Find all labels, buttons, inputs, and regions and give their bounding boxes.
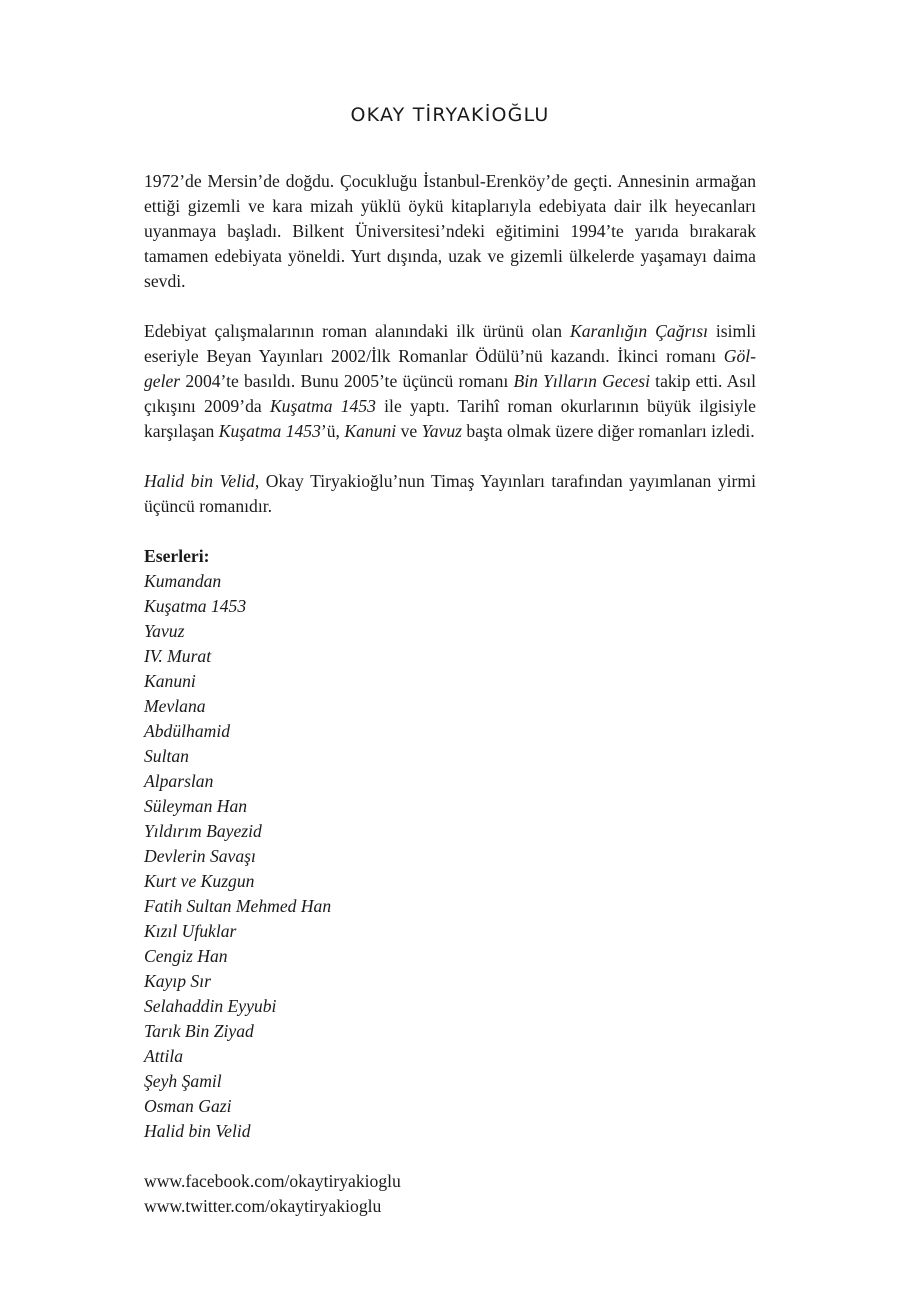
bio-text: ile yaptı. Tarihî roman okurlarının büyük ilgisiyle karşılaşan — [144, 396, 756, 441]
works-list-item: Yavuz — [144, 621, 185, 641]
works-list-item: Kurt ve Kuzgun — [144, 871, 255, 891]
works-list-item: Kanuni — [144, 671, 196, 691]
works-list — [144, 569, 756, 1144]
book-title-kusatma-1453: Kuşatma 1453 — [218, 421, 321, 441]
bio-text: Edebiyat çalışmalarının roman alanındaki ilk ürünü olan — [144, 321, 570, 341]
bio-paragraph-3 — [144, 469, 756, 519]
works-list-item: Şeyh Şamil — [144, 1071, 222, 1091]
book-title-bin-yillarin-gecesi: Bin Yılların Gecesi — [513, 371, 650, 391]
works-heading: Eserleri: — [144, 546, 210, 566]
bio-text: takip etti. Asıl çıkışını 2009’da — [144, 371, 756, 416]
social-links — [144, 1169, 756, 1219]
bio-text: başta olmak üzere diğer romanları izledi. — [462, 421, 755, 441]
works-list-item: Cengiz Han — [144, 946, 228, 966]
works-list-item: IV. Murat — [144, 646, 212, 666]
bio-text: ’ü, — [320, 421, 345, 441]
bio-text: , Okay Tiryakioğlu’nun Timaş Yayınları tarafından yayımlanan yirmi üçüncü romanıdır. — [144, 471, 756, 516]
works-list-item: Süleyman Han — [144, 796, 248, 816]
works-list-item: Attila — [144, 1046, 184, 1066]
works-list-item: Yıldırım Bayezid — [144, 821, 262, 841]
twitter-link[interactable]: www.twitter.com/okaytiryakioglu — [144, 1196, 382, 1216]
facebook-link[interactable]: www.facebook.com/okaytiryakioglu — [144, 1171, 401, 1191]
book-title-yavuz: Yavuz — [421, 421, 462, 441]
book-title-halid-bin-velid: Halid bin Velid — [144, 471, 255, 491]
book-title-golgeler: Gölgeler — [144, 346, 756, 391]
bio-text: 2004’te basıldı. Bunu 2005’te üçüncü romanı — [180, 371, 514, 391]
works-list-item: Kayıp Sır — [144, 971, 211, 991]
works-list-item: Devlerin Savaşı — [144, 846, 256, 866]
works-list-item: Sultan — [144, 746, 189, 766]
works-list-item: Selahaddin Eyyubi — [144, 996, 277, 1016]
works-list-item: Kuşatma 1453 — [144, 596, 247, 616]
works-list-item: Kumandan — [144, 571, 222, 591]
works-list-item: Tarık Bin Ziyad — [144, 1021, 254, 1041]
works-list-item: Abdülhamid — [144, 721, 231, 741]
book-title-karanligin-cagrisi: Karanlığın Çağrısı — [569, 321, 708, 341]
works-list-item: Osman Gazi — [144, 1096, 232, 1116]
works-list-item: Fatih Sultan Mehmed Han — [144, 896, 332, 916]
bio-paragraph-2 — [144, 319, 756, 444]
book-title-kanuni: Kanuni — [344, 421, 397, 441]
bio-text: ve — [396, 421, 422, 441]
author-bio-section — [144, 169, 756, 1219]
bio-paragraph-1: 1972’de Mersin’de doğdu. Çocukluğu İstanbul-Erenköy’de geçti. Annesinin armağan ettiği gizemli ve kara mizah yüklü öykü kitaplarıyla edebiyata dair ilk heyecanları uyanmaya başladı. Bilkent Üniversitesi’ndeki eğitimini 1994’te yarıda bırakarak tamamen edebiyata yöneldi. Yurt dışında, uzak ve gizemli ülkelerde yaşamayı daima sevdi. — [144, 171, 756, 291]
bio-text: isimli eseriyle Beyan Yayınları 2002/İlk Romanlar Ödülü’nü kazandı. İkinci romanı — [144, 321, 757, 366]
works-list-item: Alparslan — [144, 771, 214, 791]
works-list-item: Mevlana — [144, 696, 206, 716]
author-name-heading: OKAY TİRYAKİOĞLU — [350, 104, 550, 126]
book-title-kusatma-1453: Kuşatma 1453 — [269, 396, 376, 416]
works-list-item: Kızıl Ufuklar — [144, 921, 237, 941]
works-list-item: Halid bin Velid — [144, 1121, 251, 1141]
